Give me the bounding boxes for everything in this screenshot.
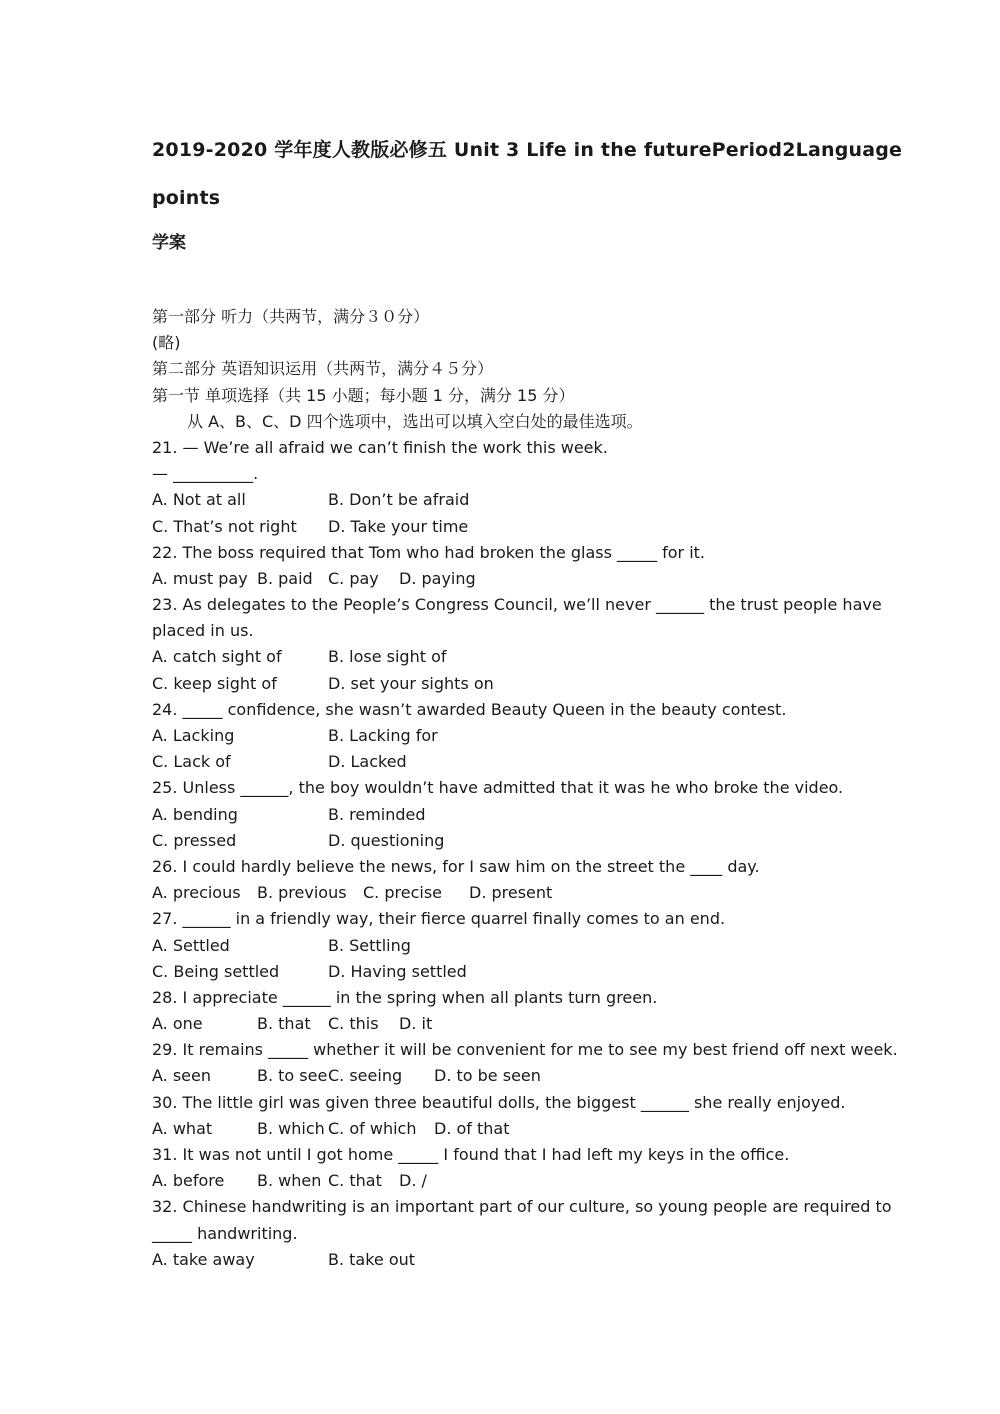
option-a: A. Lacking — [152, 726, 235, 745]
document-title-line2: points — [152, 187, 221, 209]
option-row — [152, 880, 852, 906]
option-row — [152, 723, 852, 749]
question-stem-cont: placed in us. — [152, 621, 254, 641]
section-sec1: 第一节 单项选择（共 15 小题；每小题 1 分，满分 15 分） — [152, 385, 575, 405]
option-b: B. Lacking for — [328, 726, 438, 745]
option-a: A. must pay — [152, 568, 248, 588]
option-b: B. previous — [257, 883, 347, 903]
option-a: A. bending — [152, 804, 238, 824]
question-stem: 27. ______ in a friendly way, their fierce quarrel finally comes to an end. — [152, 909, 726, 929]
option-a: A. catch sight of — [152, 647, 282, 667]
question — [152, 540, 852, 592]
section-instruction: 从 A、B、C、D 四个选项中，选出可以填入空白处的最佳选项。 — [187, 411, 643, 431]
option-a: A. before — [152, 1171, 225, 1191]
option-b: B. Don’t be afraid — [328, 490, 470, 510]
option-c: C. pressed — [152, 830, 237, 850]
document-body — [152, 304, 898, 1273]
option-row — [152, 933, 852, 959]
option-c: C. seeing — [328, 1066, 403, 1086]
option-row — [152, 1011, 852, 1037]
option-d: D. set your sights on — [328, 673, 494, 693]
option-d: D. Having settled — [328, 961, 467, 981]
section-part1: 第一部分 听力（共两节，满分３０分） — [152, 307, 430, 326]
option-b: B. to see — [257, 1066, 328, 1086]
question-stem: 30. The little girl was given three beautiful dolls, the biggest ______ she really enjoyed. — [152, 1092, 846, 1112]
option-a: A. seen — [152, 1066, 211, 1086]
option-d: D. Take your time — [328, 516, 469, 536]
question-stem-cont: _____ handwriting. — [152, 1223, 298, 1243]
question-stem: 32. Chinese handwriting is an important part of our culture, so young people are required to — [152, 1197, 892, 1217]
option-b: B. Settling — [328, 935, 411, 955]
option-d: D. it — [399, 1014, 433, 1034]
option-row — [152, 1247, 852, 1273]
question — [152, 1194, 892, 1273]
question-stem: 26. I could hardly believe the news, for I saw him on the street the ____ day. — [152, 856, 760, 876]
question — [152, 1037, 898, 1089]
option-a: A. Settled — [152, 935, 230, 955]
option-b: B. reminded — [328, 804, 426, 824]
question — [152, 1090, 852, 1142]
option-row — [152, 644, 852, 670]
option-d: D. paying — [399, 568, 476, 588]
option-d: D. of that — [434, 1118, 510, 1138]
question — [152, 1142, 852, 1194]
option-row — [152, 959, 852, 985]
question-stem-cont: — __________. — [152, 464, 259, 484]
question — [152, 906, 852, 985]
option-c: C. Lack of — [152, 752, 231, 772]
option-d: D. questioning — [328, 830, 445, 850]
question-stem: 21. — We’re all afraid we can’t finish the work this week. — [152, 437, 608, 457]
option-c: C. pay — [328, 568, 379, 588]
option-b: B. which — [257, 1118, 325, 1138]
option-a: A. one — [152, 1014, 203, 1034]
option-b: B. paid — [257, 568, 313, 588]
option-row — [152, 749, 852, 775]
question-stem: 23. As delegates to the People’s Congress Council, we’ll never ______ the trust people have — [152, 595, 882, 615]
option-d: D. Lacked — [328, 752, 407, 772]
option-d: D. present — [469, 883, 553, 903]
option-c: C. That’s not right — [152, 516, 297, 536]
option-row — [152, 802, 852, 828]
option-row — [152, 514, 852, 540]
question-stem: 25. Unless ______, the boy wouldn’t have admitted that it was he who broke the video. — [152, 778, 844, 798]
option-row — [152, 487, 852, 513]
option-c: C. Being settled — [152, 961, 280, 981]
option-c: C. this — [328, 1014, 379, 1034]
option-row — [152, 1116, 852, 1142]
option-b: B. take out — [328, 1249, 416, 1269]
option-row — [152, 1168, 852, 1194]
option-c: C. keep sight of — [152, 673, 277, 693]
question — [152, 775, 852, 854]
question-stem: 29. It remains _____ whether it will be convenient for me to see my best friend off next week. — [152, 1040, 898, 1060]
option-c: C. of which — [328, 1118, 417, 1138]
option-row — [152, 828, 852, 854]
option-b: B. lose sight of — [328, 647, 447, 667]
option-a: A. what — [152, 1118, 213, 1138]
question — [152, 985, 852, 1037]
option-d: D. / — [399, 1171, 427, 1191]
question — [152, 592, 882, 697]
option-row — [152, 566, 852, 592]
question — [152, 854, 852, 906]
question-stem: 22. The boss required that Tom who had broken the glass _____ for it. — [152, 542, 706, 562]
document-subtitle: 学案 — [152, 233, 186, 253]
option-b: B. that — [257, 1014, 311, 1034]
option-c: C. that — [328, 1171, 382, 1191]
option-d: D. to be seen — [434, 1066, 541, 1086]
option-a: A. take away — [152, 1249, 255, 1269]
section-omitted: (略) — [152, 333, 181, 353]
option-row — [152, 671, 852, 697]
question — [152, 697, 852, 776]
option-a: A. Not at all — [152, 490, 246, 510]
option-c: C. precise — [363, 883, 442, 903]
question — [152, 435, 852, 540]
document-title-line1: 2019-2020 学年度人教版必修五 Unit 3 Life in the futurePeriod2Language — [152, 139, 903, 161]
option-row — [152, 1063, 852, 1089]
question-stem: 28. I appreciate ______ in the spring when all plants turn green. — [152, 987, 658, 1007]
option-b: B. when — [257, 1171, 322, 1191]
section-part2: 第二部分 英语知识运用（共两节，满分４５分） — [152, 359, 494, 379]
option-a: A. precious — [152, 883, 241, 903]
question-stem: 31. It was not until I got home _____ I found that I had left my keys in the office. — [152, 1145, 790, 1164]
question-stem: 24. _____ confidence, she wasn’t awarded Beauty Queen in the beauty contest. — [152, 699, 787, 719]
